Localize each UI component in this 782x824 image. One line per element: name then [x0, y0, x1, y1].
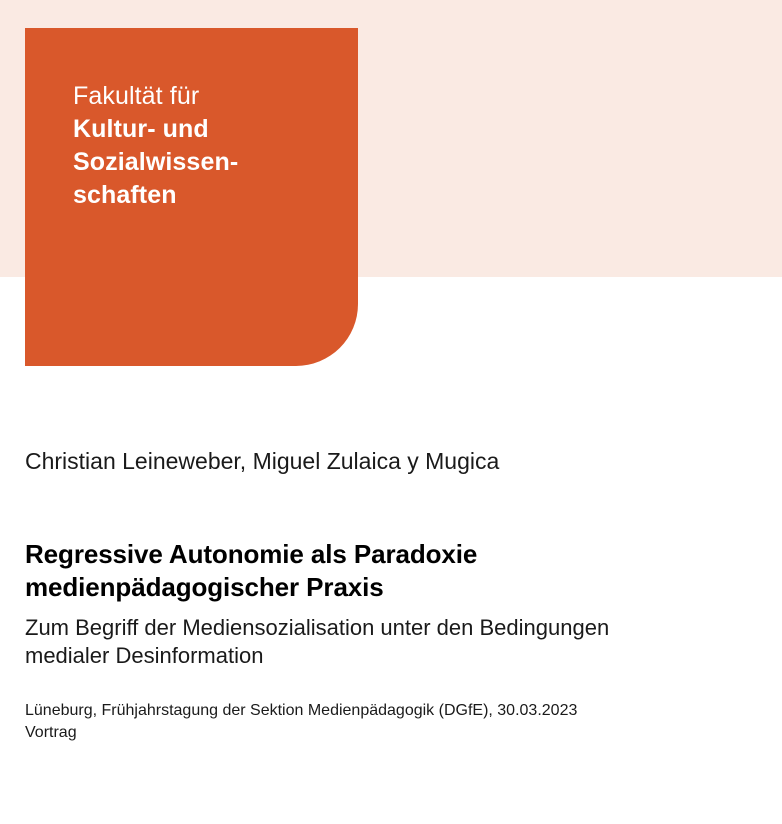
faculty-line-4: schaften	[73, 181, 177, 209]
subtitle-line-2: medialer Desinformation	[25, 643, 264, 668]
title-line-1: Regressive Autonomie als Paradoxie	[25, 539, 478, 569]
faculty-line-1: Fakultät für	[73, 82, 200, 110]
faculty-line-2: Kultur- und	[73, 115, 209, 143]
authors-line: Christian Leineweber, Miguel Zulaica y Mugica	[25, 448, 500, 474]
slide-content	[25, 446, 760, 744]
title-line-2: medienpädagogischer Praxis	[25, 572, 384, 602]
event-line: Lüneburg, Frühjahrstagung der Sektion Medienpädagogik (DGfE), 30.03.2023	[25, 702, 578, 719]
page-title	[25, 538, 760, 604]
format-line: Vortrag	[25, 724, 77, 741]
subtitle	[25, 614, 760, 670]
faculty-line-3: Sozialwissen-	[73, 148, 239, 176]
faculty-logo-block	[25, 28, 358, 366]
event-meta	[25, 700, 760, 744]
subtitle-line-1: Zum Begriff der Mediensozialisation unter den Bedingungen	[25, 615, 610, 640]
